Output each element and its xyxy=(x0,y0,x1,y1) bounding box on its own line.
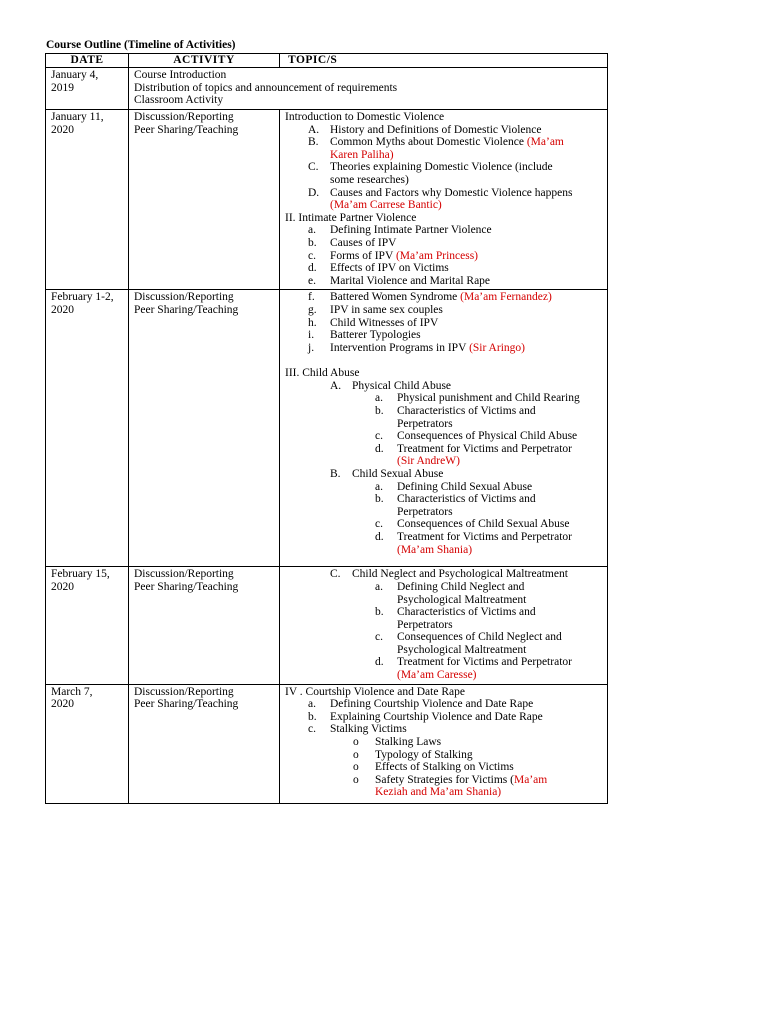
list-marker: a. xyxy=(375,392,383,405)
activity-text: Course Introduction xyxy=(134,69,227,81)
list-marker: o xyxy=(353,748,359,761)
activity-cell xyxy=(129,567,280,684)
list-item-text: Characteristics of Victims and xyxy=(397,493,536,506)
list-item xyxy=(285,342,602,355)
list-marker: D. xyxy=(308,186,320,199)
list-item xyxy=(285,136,602,161)
topics-cell xyxy=(280,567,608,684)
list-marker: b. xyxy=(375,405,384,418)
topics-cell xyxy=(280,290,608,567)
list-item-text: Treatment for Victims and Perpetrator xyxy=(397,531,572,543)
header-activity: ACTIVITY xyxy=(129,54,280,68)
course-outline-table xyxy=(45,53,608,804)
list-item-text: some researches) xyxy=(330,173,409,186)
list-item xyxy=(285,749,602,762)
list-item-text: Batterer Typologies xyxy=(330,329,421,342)
activity-text: Distribution of topics and announcement of requirements xyxy=(134,81,398,94)
list-marker: d. xyxy=(308,262,317,275)
list-marker: b. xyxy=(308,236,317,249)
table-row xyxy=(46,290,608,567)
list-marker: c. xyxy=(375,518,383,531)
date-cell xyxy=(46,290,129,567)
list-marker: j. xyxy=(308,341,315,354)
list-marker: e. xyxy=(308,274,316,287)
list-item-text: Psychological Maltreatment xyxy=(397,593,527,606)
list-item-text: Child Sexual Abuse xyxy=(352,468,444,481)
presenter-name: Ma’am xyxy=(513,773,548,786)
list-item xyxy=(285,723,602,736)
activity-text: Peer Sharing/Teaching xyxy=(134,123,239,136)
list-item-text: Typology of Stalking xyxy=(375,748,473,761)
list-item xyxy=(285,329,602,342)
list-marker: b. xyxy=(308,710,317,723)
presenter-name: (Sir AndreW) xyxy=(397,455,460,468)
list-item xyxy=(285,250,602,263)
list-item-text: Child Witnesses of IPV xyxy=(330,316,439,329)
list-marker: d. xyxy=(375,656,384,669)
list-item xyxy=(285,606,602,631)
list-item-text: Characteristics of Victims and xyxy=(397,606,536,619)
list-item-text: Stalking Laws xyxy=(375,736,442,749)
list-marker: o xyxy=(353,736,359,749)
list-marker: C. xyxy=(308,161,319,174)
list-item xyxy=(285,711,602,724)
date-text: February 1-2, xyxy=(51,291,114,304)
list-item xyxy=(285,581,602,606)
list-item-text: Child Neglect and Psychological Maltreatment xyxy=(352,568,568,581)
topic-heading: IV . Courtship Violence and Date Rape xyxy=(285,685,465,698)
list-item-text: History and Definitions of Domestic Violence xyxy=(330,123,542,136)
list-marker: g. xyxy=(308,303,317,316)
table-row xyxy=(46,567,608,684)
presenter-name: Keziah and Ma’am Shania) xyxy=(375,786,502,799)
presenter-name: (Ma’am xyxy=(526,136,564,149)
list-item-text: Consequences of Child Neglect and xyxy=(397,631,562,644)
list-marker: a. xyxy=(375,580,383,593)
list-item xyxy=(285,443,602,468)
list-item-text: Defining Child Neglect and xyxy=(397,580,525,593)
date-cell xyxy=(46,68,129,110)
list-marker: a. xyxy=(308,224,316,237)
topics-cell xyxy=(280,684,608,803)
table-row xyxy=(46,68,608,110)
list-marker: c. xyxy=(308,723,316,736)
date-text: January 4, xyxy=(51,69,99,81)
list-item-text: Causes and Factors why Domestic Violence happens xyxy=(330,186,573,199)
subtopic-heading xyxy=(285,568,602,581)
list-item-text: Consequences of Child Sexual Abuse xyxy=(397,518,570,531)
list-item xyxy=(285,291,602,304)
list-item-text: Perpetrators xyxy=(397,618,453,631)
list-item-text: Defining Child Sexual Abuse xyxy=(397,480,533,493)
list-marker: b. xyxy=(375,493,384,506)
activity-cell xyxy=(129,110,280,290)
date-text: January 11, xyxy=(51,111,104,123)
list-item-text: Physical punishment and Child Rearing xyxy=(397,392,580,405)
date-text: 2020 xyxy=(51,580,74,593)
list-item xyxy=(285,774,602,799)
list-item xyxy=(285,237,602,250)
date-cell xyxy=(46,567,129,684)
list-item xyxy=(285,656,602,681)
list-item-text: Battered Women Syndrome xyxy=(330,291,461,304)
list-item-text: Stalking Victims xyxy=(330,723,407,736)
list-item xyxy=(285,304,602,317)
list-item-text: IPV in same sex couples xyxy=(330,303,443,316)
list-item xyxy=(285,405,602,430)
list-item-text: Defining Intimate Partner Violence xyxy=(330,224,492,237)
list-item xyxy=(285,187,602,212)
list-item-text: Perpetrators xyxy=(397,505,453,518)
list-item xyxy=(285,518,602,531)
subtopic-heading xyxy=(285,380,602,393)
list-item xyxy=(285,262,602,275)
date-text: 2019 xyxy=(51,81,74,94)
list-item xyxy=(285,493,602,518)
presenter-name: (Ma’am Fernandez) xyxy=(460,291,552,304)
list-item-text: Defining Courtship Violence and Date Rape xyxy=(330,698,534,711)
date-cell xyxy=(46,110,129,290)
list-item-text: Causes of IPV xyxy=(330,236,397,249)
date-text: 2020 xyxy=(51,303,74,316)
subtopic-heading xyxy=(285,468,602,481)
table-row xyxy=(46,684,608,803)
list-item-text: Common Myths about Domestic Violence xyxy=(330,136,527,149)
date-text: 2020 xyxy=(51,123,74,136)
activity-text: Discussion/Reporting xyxy=(134,685,234,698)
activity-cell xyxy=(129,68,608,110)
topic-heading: Introduction to Domestic Violence xyxy=(285,111,445,123)
list-item xyxy=(285,736,602,749)
presenter-name: (Ma’am Caresse) xyxy=(397,669,477,682)
activity-text: Peer Sharing/Teaching xyxy=(134,698,239,711)
date-text: 2020 xyxy=(51,698,74,711)
presenter-name: Karen Paliha) xyxy=(330,148,394,161)
date-text: February 15, xyxy=(51,568,110,581)
list-item-text: Treatment for Victims and Perpetrator xyxy=(397,442,572,455)
list-item-text: Effects of Stalking on Victims xyxy=(375,761,514,774)
list-item xyxy=(285,698,602,711)
activity-text: Discussion/Reporting xyxy=(134,291,234,304)
topic-heading: III. Child Abuse xyxy=(285,367,360,380)
list-marker: a. xyxy=(308,698,316,711)
list-item-text: Marital Violence and Marital Rape xyxy=(330,274,491,287)
header-date: DATE xyxy=(46,54,129,68)
table-header-row xyxy=(46,54,608,68)
list-item-text: Physical Child Abuse xyxy=(352,379,452,392)
list-marker: C. xyxy=(330,568,341,581)
list-item xyxy=(285,224,602,237)
list-item xyxy=(285,275,602,288)
list-marker: B. xyxy=(308,136,319,149)
list-item-text: Consequences of Physical Child Abuse xyxy=(397,430,578,443)
list-marker: d. xyxy=(375,442,384,455)
list-item xyxy=(285,317,602,330)
list-item-text: Effects of IPV on Victims xyxy=(330,262,449,275)
list-item-text: Treatment for Victims and Perpetrator xyxy=(397,656,572,669)
list-marker: A. xyxy=(330,379,342,392)
list-item xyxy=(285,430,602,443)
list-item-text: Characteristics of Victims and xyxy=(397,405,536,418)
activity-text: Discussion/Reporting xyxy=(134,568,234,581)
date-cell xyxy=(46,684,129,803)
list-marker: d. xyxy=(375,531,384,543)
table-row xyxy=(46,110,608,290)
list-item xyxy=(285,161,602,186)
list-marker: A. xyxy=(308,123,320,136)
list-marker: B. xyxy=(330,468,341,481)
presenter-name: (Ma’am Shania) xyxy=(397,543,473,556)
presenter-name: (Ma’am Princess) xyxy=(395,249,479,262)
list-item-text: Explaining Courtship Violence and Date Rape xyxy=(330,710,543,723)
header-topics: TOPIC/S xyxy=(280,54,608,68)
list-item xyxy=(285,392,602,405)
list-marker: a. xyxy=(375,480,383,493)
list-item-text: Safety Strategies for Victims ( xyxy=(375,773,514,786)
activity-text: Peer Sharing/Teaching xyxy=(134,580,239,593)
presenter-name: (Sir Aringo) xyxy=(469,341,525,354)
list-marker: i. xyxy=(308,329,315,342)
list-marker: f. xyxy=(308,291,315,304)
list-marker: c. xyxy=(375,631,383,644)
activity-text: Peer Sharing/Teaching xyxy=(134,303,239,316)
list-item-text: Intervention Programs in IPV xyxy=(330,341,470,354)
activity-cell xyxy=(129,290,280,567)
list-item xyxy=(285,761,602,774)
list-marker: b. xyxy=(375,606,384,619)
list-item-text: Perpetrators xyxy=(397,417,453,430)
topics-cell xyxy=(280,110,608,290)
list-item xyxy=(285,531,602,556)
list-marker: c. xyxy=(375,430,383,443)
list-item-text: Psychological Maltreatment xyxy=(397,643,527,656)
presenter-name: (Ma’am Carrese Bantic) xyxy=(330,199,442,212)
activity-text: Classroom Activity xyxy=(134,94,224,107)
topic-heading: II. Intimate Partner Violence xyxy=(285,211,417,224)
list-marker: o xyxy=(353,761,359,774)
list-item xyxy=(285,124,602,137)
list-item xyxy=(285,631,602,656)
document-title: Course Outline (Timeline of Activities) xyxy=(46,39,236,51)
activity-cell xyxy=(129,684,280,803)
list-marker: o xyxy=(353,773,359,786)
activity-text: Discussion/Reporting xyxy=(134,111,234,123)
list-item-text: Forms of IPV xyxy=(330,249,396,262)
list-marker: c. xyxy=(308,249,316,262)
date-text: March 7, xyxy=(51,685,93,698)
list-item xyxy=(285,481,602,494)
list-marker: h. xyxy=(308,316,317,329)
list-item-text: Theories explaining Domestic Violence (include xyxy=(330,161,553,174)
